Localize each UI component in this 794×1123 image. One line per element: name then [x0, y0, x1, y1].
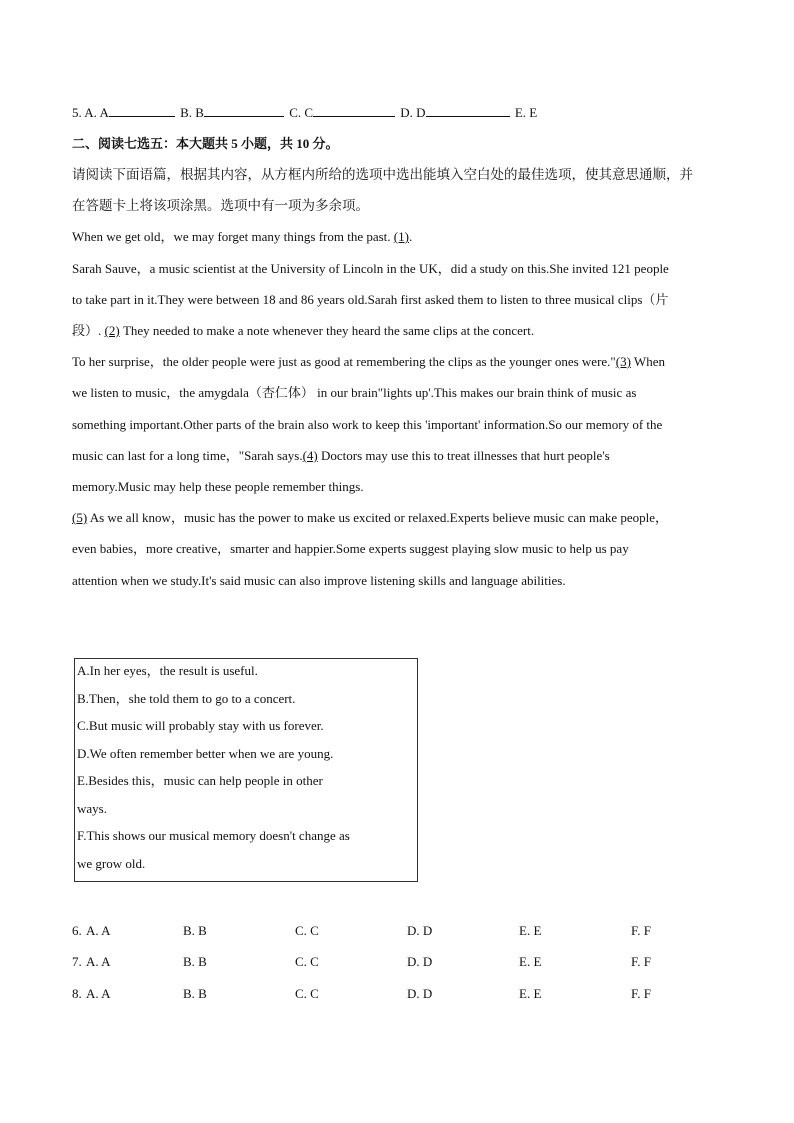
- choice-d[interactable]: D. D: [407, 923, 433, 938]
- options-box: [74, 658, 418, 882]
- box-option-b: B.Then，she told them to go to a concert.: [77, 691, 296, 706]
- blank-4: (4): [302, 448, 318, 463]
- passage-paragraph-3-line-2: we listen to music，the amygdala（杏仁体） in our brain"lights up'.This makes our brain think of music as: [72, 385, 637, 400]
- choice-f[interactable]: F. F: [631, 923, 651, 938]
- option-a: A. A: [84, 105, 109, 120]
- choice-a[interactable]: A. A: [86, 954, 111, 969]
- passage-text: When we get old，we may forget many things from the past.: [72, 229, 391, 244]
- answer-blank: [204, 104, 284, 117]
- option-c: C. C: [289, 105, 314, 120]
- choice-e[interactable]: E. E: [519, 954, 542, 969]
- passage-paragraph-4-line-3: attention when we study.It's said music can also improve listening skills and language abilities.: [72, 573, 566, 588]
- box-option-e-continued: ways.: [77, 801, 107, 816]
- option-d: D. D: [400, 105, 426, 120]
- passage-paragraph-2-line-1: Sarah Sauve，a music scientist at the University of Lincoln in the UK，did a study on this.She invited 121 people: [72, 261, 669, 276]
- passage-paragraph-3-line-3: something important.Other parts of the brain also work to keep this 'important' information.So our memory of the: [72, 417, 663, 432]
- question-5-row: [72, 104, 537, 122]
- choice-b[interactable]: B. B: [183, 923, 207, 938]
- passage-text: As we all know，music has the power to make us excited or relaxed.Experts believe music can make people，: [87, 510, 669, 525]
- choice-c[interactable]: C. C: [295, 923, 319, 938]
- answer-blank: [426, 104, 510, 117]
- question-number: 7.: [72, 954, 82, 969]
- instruction-line-2: 在答题卡上将该项涂黑。选项中有一项为多余项。: [72, 198, 369, 213]
- choice-c[interactable]: C. C: [295, 954, 319, 969]
- passage-paragraph-2-line-3: [72, 322, 534, 340]
- box-option-f: F.This shows our musical memory doesn't change as: [77, 828, 350, 843]
- choice-b[interactable]: B. B: [183, 954, 207, 969]
- box-option-a: A.In her eyes，the result is useful.: [77, 663, 258, 678]
- choice-e[interactable]: E. E: [519, 986, 542, 1001]
- passage-paragraph-3-line-5: memory.Music may help these people remember things.: [72, 479, 364, 494]
- box-option-d: D.We often remember better when we are young.: [77, 746, 334, 761]
- choice-f[interactable]: F. F: [631, 954, 651, 969]
- blank-3: (3): [615, 354, 631, 369]
- passage-text: 段）.: [72, 323, 102, 338]
- instruction-line-1: 请阅读下面语篇，根据其内容，从方框内所给的选项中选出能填入空白处的最佳选项，使其意思通顺，并: [72, 167, 693, 182]
- passage-text: Doctors may use this to treat illnesses that hurt people's: [317, 448, 610, 463]
- passage-paragraph-2-line-2: to take part in it.They were between 18 and 86 years old.Sarah first asked them to listen to three musical clips（片: [72, 292, 669, 307]
- question-number: 6.: [72, 923, 82, 938]
- box-option-c: C.But music will probably stay with us forever.: [77, 718, 324, 733]
- answer-blank: [109, 104, 175, 117]
- choice-b[interactable]: B. B: [183, 986, 207, 1001]
- passage-paragraph-3-line-1: [72, 353, 665, 371]
- question-number: 5.: [72, 105, 82, 120]
- choice-d[interactable]: D. D: [407, 954, 433, 969]
- passage-text: .: [408, 229, 413, 244]
- option-b: B. B: [180, 105, 204, 120]
- passage-text: When: [630, 354, 665, 369]
- blank-2: (2): [104, 323, 120, 338]
- blank-5: (5): [72, 510, 88, 525]
- question-number: 8.: [72, 986, 82, 1001]
- passage-paragraph-4-line-1: [72, 509, 668, 527]
- choice-f[interactable]: F. F: [631, 986, 651, 1001]
- passage-text: They needed to make a note whenever they heard the same clips at the concert.: [119, 323, 535, 338]
- choice-c[interactable]: C. C: [295, 986, 319, 1001]
- blank-1: (1): [393, 229, 409, 244]
- choice-a[interactable]: A. A: [86, 986, 111, 1001]
- choice-a[interactable]: A. A: [86, 923, 111, 938]
- answer-blank: [313, 104, 395, 117]
- passage-text: To her surprise，the older people were just as good at remembering the clips as the younger ones were.": [72, 354, 616, 369]
- box-option-f-continued: we grow old.: [77, 856, 146, 871]
- passage-paragraph-3-line-4: [72, 447, 610, 465]
- box-option-e: E.Besides this，music can help people in other: [77, 773, 323, 788]
- passage-paragraph-1: [72, 228, 412, 246]
- passage-paragraph-4-line-2: even babies，more creative，smarter and happier.Some experts suggest playing slow music to help us pay: [72, 541, 629, 556]
- section-heading: 二、阅读七选五：本大题共 5 小题，共 10 分。: [72, 136, 339, 151]
- option-e: E. E: [514, 105, 538, 120]
- passage-text: music can last for a long time，"Sarah says.: [72, 448, 303, 463]
- choice-d[interactable]: D. D: [407, 986, 433, 1001]
- choice-e[interactable]: E. E: [519, 923, 542, 938]
